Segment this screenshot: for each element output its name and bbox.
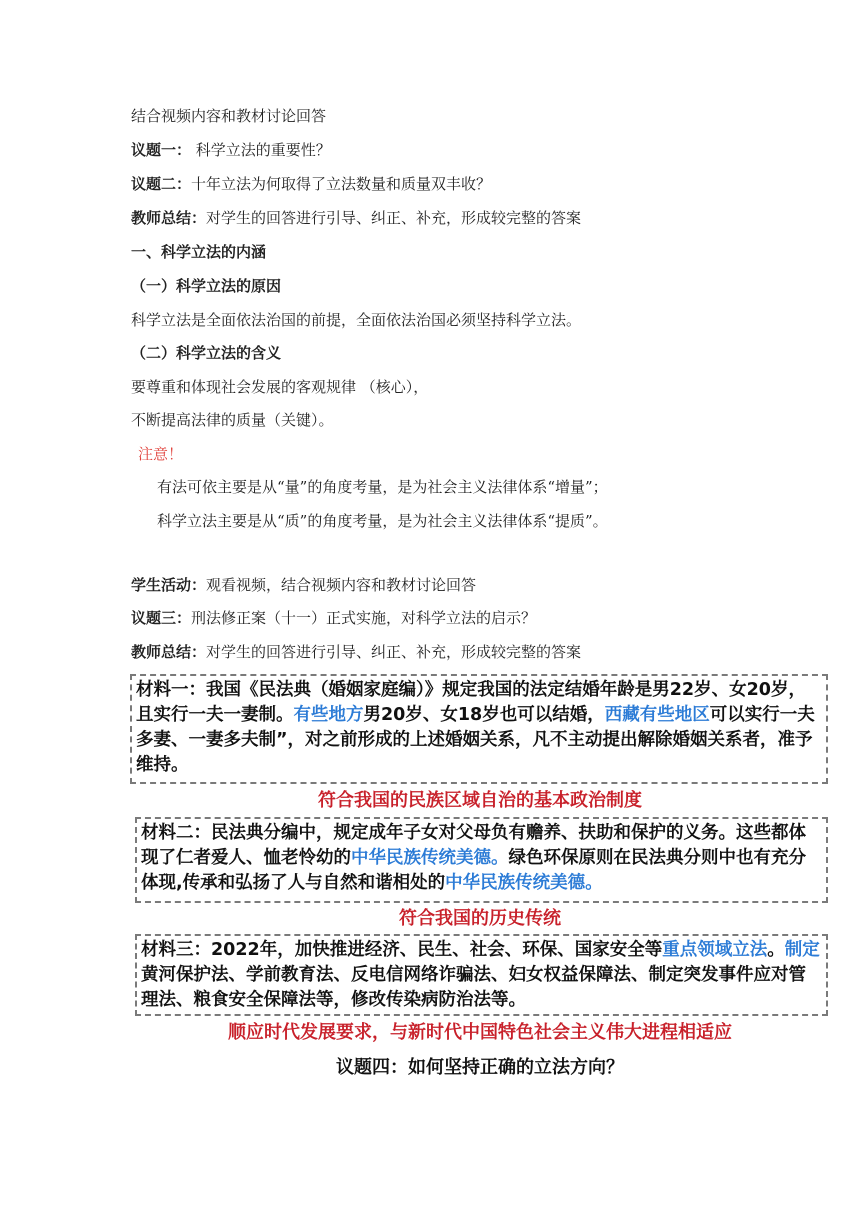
material-2-highlight-2: 中华民族传统美德。 (445, 873, 603, 893)
topic-2-text: 十年立法为何取得了立法数量和质量双丰收？ (191, 175, 492, 193)
student-activity-label: 学生活动： (131, 576, 207, 594)
material-2-part-1: 材料二：民法典分编中，规定成年子女对父母负有赡养、扶助和保护的义务。这些都体现了仁者爱人、恤老怜幼的 (141, 823, 806, 868)
caption-2: 符合我国的历史传统 (399, 908, 561, 929)
topic-1 (131, 139, 331, 161)
material-1-box (130, 674, 828, 784)
material-2-box (135, 817, 828, 903)
teacher-summary-2 (131, 641, 581, 663)
intro-line: 结合视频内容和教材讨论回答 (131, 107, 327, 125)
topic-2 (131, 173, 491, 195)
subheading-reason: （一）科学立法的原因 (131, 277, 282, 295)
topic-1-label: 议题一： (131, 141, 192, 159)
note-line-2: 科学立法主要是从“质”的角度考量，是为社会主义法律体系“提质”。 (157, 512, 608, 530)
topic-1-text: 科学立法的重要性？ (191, 141, 331, 159)
material-3-box (135, 934, 828, 1016)
material-1-part-3: 可以实行一夫多妻、一妻多夫制”，对之前形成的上述婚姻关系，凡不主动提出解除婚姻关系者，准予维持。 (136, 705, 815, 775)
caption-3: 顺应时代发展要求，与新时代中国特色社会主义伟大进程相适应 (228, 1022, 732, 1043)
teacher-summary-1-text: 对学生的回答进行引导、纠正、补充，形成较完整的答案 (206, 209, 582, 227)
reason-text: 科学立法是全面依法治国的前提，全面依法治国必须坚持科学立法。 (131, 311, 582, 329)
section-heading-1: 一、科学立法的内涵 (131, 243, 267, 261)
material-3-part-3: 黄河保护法、学前教育法、反电信网络诈骗法、妇女权益保障法、制定突发事件应对管理法、粮食安全保障法等，修改传染病防治法等。 (141, 965, 806, 1010)
note-line-1: 有法可依主要是从“量”的角度考量，是为社会主义法律体系“增量”； (157, 478, 608, 496)
topic-3-text: 刑法修正案（十一）正式实施，对科学立法的启示？ (191, 609, 537, 627)
topic-3 (131, 607, 536, 629)
material-1-highlight-1: 有些地方 (293, 705, 364, 725)
topic-2-label: 议题二： (131, 175, 192, 193)
material-3-highlight-2: 制定 (784, 940, 820, 960)
caption-1: 符合我国的民族区域自治的基本政治制度 (318, 790, 642, 811)
meaning-line-1: 要尊重和体现社会发展的客观规律 （核心）， (131, 378, 429, 396)
student-activity (131, 574, 476, 596)
teacher-summary-2-label: 教师总结： (131, 643, 207, 661)
material-1-part-1: 材料一：我国《民法典（婚姻家庭编）》规定我国的法定结婚年龄是男22岁、女20岁，且实行一夫一妻制。 (136, 680, 806, 725)
material-3-part-1: 材料三：2022年，加快推进经济、民生、社会、环保、国家安全等 (141, 940, 663, 960)
meaning-line-2: 不断提高法律的质量（关键）。 (131, 411, 334, 429)
material-2-highlight-1: 中华民族传统美德。 (351, 848, 509, 868)
topic-3-label: 议题三： (131, 609, 192, 627)
topic-4: 议题四：如何坚持正确的立法方向？ (336, 1057, 624, 1078)
material-1-highlight-2: 西藏有些地区 (604, 705, 710, 725)
subheading-meaning: （二）科学立法的含义 (131, 344, 282, 362)
material-3-part-2: 。 (767, 940, 785, 960)
material-2-part-2: 绿色环保原则在民法典分则中也有充分体现,传承和弘扬了人与自然和谐相处的 (141, 848, 806, 893)
student-activity-text: 观看视频，结合视频内容和教材讨论回答 (206, 576, 477, 594)
material-3-highlight-1: 重点领域立法 (662, 940, 768, 960)
notice-label: 注意！ (138, 445, 184, 463)
teacher-summary-1 (131, 207, 581, 229)
teacher-summary-1-label: 教师总结： (131, 209, 207, 227)
teacher-summary-2-text: 对学生的回答进行引导、纠正、补充，形成较完整的答案 (206, 643, 582, 661)
material-1-part-2: 男20岁、女18岁也可以结婚， (363, 705, 605, 725)
